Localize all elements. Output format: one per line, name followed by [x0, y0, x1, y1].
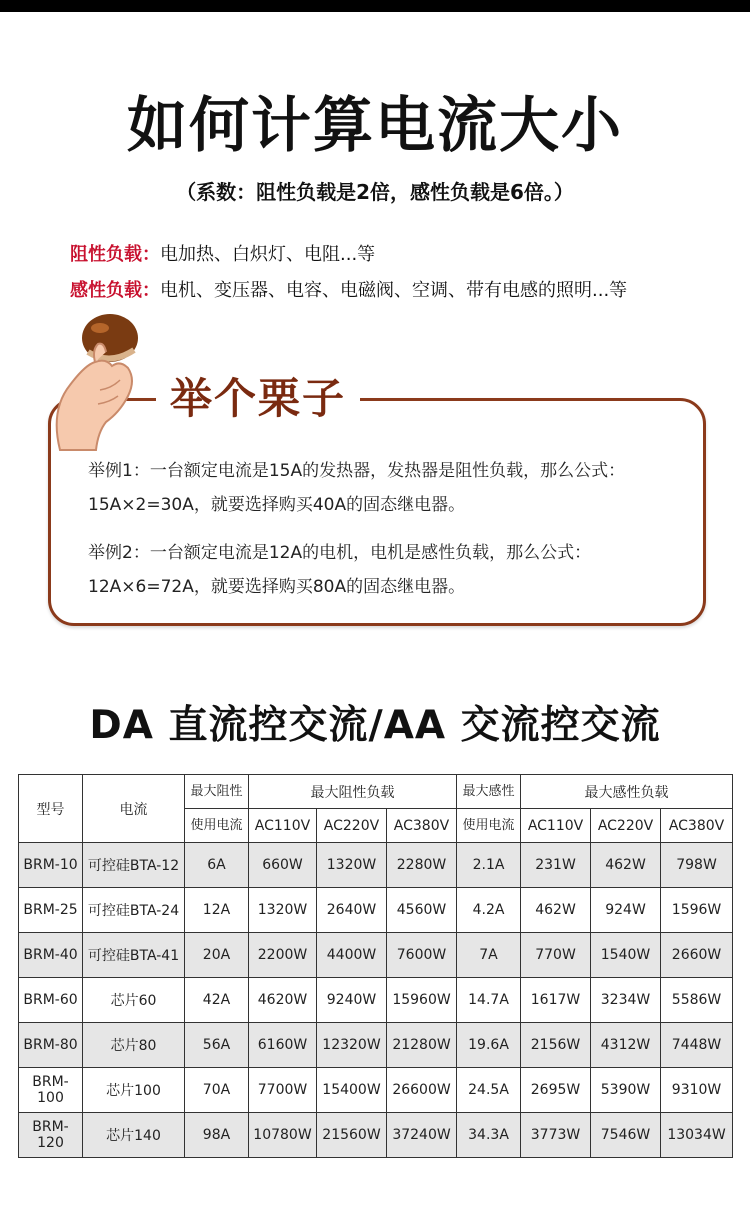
table-row — [19, 1113, 733, 1158]
top-bar — [0, 0, 750, 12]
inductive-load-label: 感性负载： — [70, 280, 160, 301]
cell-r220: 12320W — [317, 1023, 387, 1068]
cell-current: 可控硅BTA-12 — [83, 843, 185, 888]
cell-i380: 13034W — [661, 1113, 733, 1158]
header-ind-ac220: AC220V — [591, 809, 661, 843]
cell-current: 芯片100 — [83, 1068, 185, 1113]
cell-r380: 7600W — [387, 933, 457, 978]
cell-r380: 15960W — [387, 978, 457, 1023]
header-inductive-load: 最大感性负载 — [521, 775, 733, 809]
cell-ind-i: 7A — [457, 933, 521, 978]
cell-r110: 7700W — [249, 1068, 317, 1113]
cell-model: BRM-10 — [19, 843, 83, 888]
header-max-resistive-b: 使用电流 — [185, 809, 249, 843]
header-max-resistive-a: 最大阻性 — [185, 775, 249, 809]
cell-r110: 2200W — [249, 933, 317, 978]
cell-res-i: 12A — [185, 888, 249, 933]
header-max-inductive-b: 使用电流 — [457, 809, 521, 843]
cell-model: BRM-40 — [19, 933, 83, 978]
cell-ind-i: 2.1A — [457, 843, 521, 888]
cell-ind-i: 14.7A — [457, 978, 521, 1023]
example-1-line-2: 15A×2=30A，就要选择购买40A的固态继电器。 — [88, 495, 466, 515]
resistive-load-label: 阻性负载： — [70, 244, 160, 265]
table-row — [19, 1023, 733, 1068]
cell-res-i: 70A — [185, 1068, 249, 1113]
cell-r380: 21280W — [387, 1023, 457, 1068]
table-row — [19, 1068, 733, 1113]
cell-i380: 5586W — [661, 978, 733, 1023]
example-2-line-2: 12A×6=72A，就要选择购买80A的固态继电器。 — [88, 577, 466, 597]
cell-i110: 3773W — [521, 1113, 591, 1158]
header-model: 型号 — [19, 775, 83, 843]
table-row — [19, 978, 733, 1023]
table-row — [19, 888, 733, 933]
coefficient-note: （系数：阻性负载是2倍，感性负载是6倍。） — [176, 180, 574, 204]
cell-r220: 1320W — [317, 843, 387, 888]
cell-r110: 660W — [249, 843, 317, 888]
cell-current: 可控硅BTA-24 — [83, 888, 185, 933]
header-ind-ac380: AC380V — [661, 809, 733, 843]
cell-i220: 924W — [591, 888, 661, 933]
header-res-ac380: AC380V — [387, 809, 457, 843]
cell-i110: 462W — [521, 888, 591, 933]
header-res-ac220: AC220V — [317, 809, 387, 843]
cell-ind-i: 19.6A — [457, 1023, 521, 1068]
cell-res-i: 98A — [185, 1113, 249, 1158]
cell-i110: 2695W — [521, 1068, 591, 1113]
cell-r220: 21560W — [317, 1113, 387, 1158]
cell-i110: 231W — [521, 843, 591, 888]
cell-i380: 7448W — [661, 1023, 733, 1068]
cell-i220: 3234W — [591, 978, 661, 1023]
cell-i380: 2660W — [661, 933, 733, 978]
inductive-load-line — [70, 276, 627, 302]
cell-ind-i: 4.2A — [457, 888, 521, 933]
resistive-load-examples: 电加热、白炽灯、电阻...等 — [160, 244, 376, 265]
hand-holding-chestnut-icon — [40, 300, 160, 460]
cell-r380: 37240W — [387, 1113, 457, 1158]
cell-model: BRM-100 — [19, 1068, 83, 1113]
table-row — [19, 843, 733, 888]
spec-table — [18, 774, 733, 1158]
cell-i380: 798W — [661, 843, 733, 888]
table-row — [19, 933, 733, 978]
cell-r110: 6160W — [249, 1023, 317, 1068]
cell-current: 芯片60 — [83, 978, 185, 1023]
cell-r380: 2280W — [387, 843, 457, 888]
cell-r110: 10780W — [249, 1113, 317, 1158]
header-res-ac110: AC110V — [249, 809, 317, 843]
cell-i220: 4312W — [591, 1023, 661, 1068]
cell-r110: 4620W — [249, 978, 317, 1023]
cell-ind-i: 34.3A — [457, 1113, 521, 1158]
cell-current: 芯片80 — [83, 1023, 185, 1068]
cell-r220: 15400W — [317, 1068, 387, 1113]
cell-r110: 1320W — [249, 888, 317, 933]
cell-ind-i: 24.5A — [457, 1068, 521, 1113]
cell-res-i: 6A — [185, 843, 249, 888]
cell-i380: 1596W — [661, 888, 733, 933]
cell-i220: 462W — [591, 843, 661, 888]
cell-model: BRM-25 — [19, 888, 83, 933]
section-heading: DA 直流控交流/AA 交流控交流 — [89, 703, 661, 748]
header-resistive-load: 最大阻性负载 — [249, 775, 457, 809]
cell-current: 可控硅BTA-41 — [83, 933, 185, 978]
inductive-load-examples: 电机、变压器、电容、电磁阀、空调、带有电感的照明...等 — [160, 280, 628, 301]
example-2-line-1: 举例2：一台额定电流是12A的电机，电机是感性负载，那么公式： — [88, 543, 592, 563]
cell-model: BRM-120 — [19, 1113, 83, 1158]
example-1-line-1: 举例1：一台额定电流是15A的发热器，发热器是阻性负载，那么公式： — [88, 461, 626, 481]
example-title: 举个栗子 — [156, 366, 360, 426]
cell-res-i: 42A — [185, 978, 249, 1023]
cell-r380: 4560W — [387, 888, 457, 933]
cell-res-i: 20A — [185, 933, 249, 978]
cell-i110: 770W — [521, 933, 591, 978]
cell-i220: 5390W — [591, 1068, 661, 1113]
cell-current: 芯片140 — [83, 1113, 185, 1158]
cell-i380: 9310W — [661, 1068, 733, 1113]
cell-res-i: 56A — [185, 1023, 249, 1068]
cell-r220: 4400W — [317, 933, 387, 978]
header-max-inductive-a: 最大感性 — [457, 775, 521, 809]
cell-r220: 2640W — [317, 888, 387, 933]
cell-i110: 2156W — [521, 1023, 591, 1068]
cell-model: BRM-60 — [19, 978, 83, 1023]
cell-model: BRM-80 — [19, 1023, 83, 1068]
header-current: 电流 — [83, 775, 185, 843]
resistive-load-line — [70, 240, 375, 266]
cell-i220: 7546W — [591, 1113, 661, 1158]
cell-r220: 9240W — [317, 978, 387, 1023]
cell-i110: 1617W — [521, 978, 591, 1023]
page-title: 如何计算电流大小 — [127, 91, 623, 161]
cell-i220: 1540W — [591, 933, 661, 978]
header-ind-ac110: AC110V — [521, 809, 591, 843]
cell-r380: 26600W — [387, 1068, 457, 1113]
